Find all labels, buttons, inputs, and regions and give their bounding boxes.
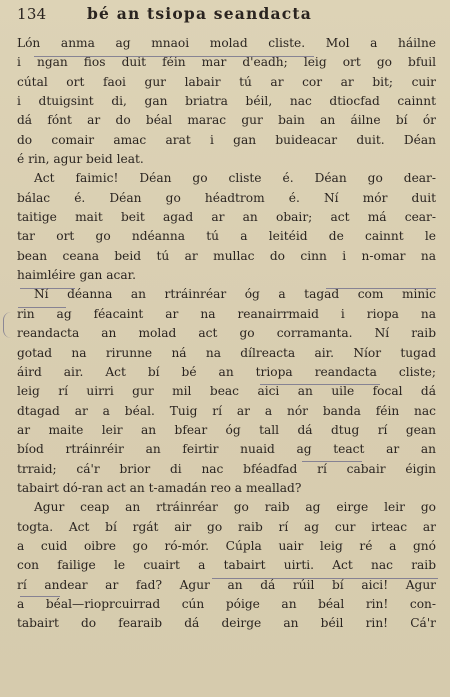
text-line: bálac é. Déan go héadtrom é. Ní mór duit: [17, 190, 436, 205]
text-line: con failige le cuairt a tabairt uirti. Act nac raib: [17, 558, 436, 573]
text-line: rí andear ar fad? Agur an dá rúil bí aici! Agur: [17, 577, 436, 592]
text-line: leig rí uirri gur mil beac aici an uile focal dá: [17, 384, 436, 399]
pencil-underline: [326, 288, 436, 289]
text-line: bean ceana beid tú ar mullac do cinn i n-omar na: [17, 248, 436, 263]
text-line: cútal ort faoi gur labair tú ar cor ar bit; cuir: [17, 74, 436, 89]
text-line: Agur ceap an rtráinréar go raib ag eirge leir go: [34, 500, 436, 515]
text-line: taitige mait beit agad ar an obair; act má cear-: [17, 210, 436, 225]
text-line: áird air. Act bí bé an triopa reandacta cliste;: [17, 364, 436, 379]
pencil-underline: [302, 461, 362, 462]
pencil-underline: [212, 578, 438, 579]
text-line: ar maite leir an bfear óg tall dá dtug rí gean: [17, 422, 436, 437]
text-line: haimléire gan acar.: [17, 268, 136, 283]
text-line: dtagad ar a béal. Tuig rí ar a nór banda féin nac: [17, 403, 436, 418]
text-line: a cuid oibre go ró-mór. Cúpla uair leig ré a gnó: [17, 538, 436, 553]
text-line: tar ort go ndéanna tú a leitéid de cainnt le: [17, 229, 436, 244]
text-line: do comair amac arat i gan buideacar duit. Déan: [17, 132, 436, 147]
text-line: dá fónt ar do béal marac gur bain an áilne bí ór: [17, 113, 436, 128]
running-title: bé an tsiopa seandacta: [87, 4, 313, 23]
text-line: tabairt dó-ran act an t-amadán reo a meallad?: [17, 480, 302, 495]
margin-bracket-mark: [3, 312, 12, 338]
text-line: é rin, agur beid leat.: [17, 152, 144, 167]
page-number: 134: [17, 5, 47, 23]
page-header: [17, 4, 436, 34]
pencil-underline: [34, 56, 314, 57]
text-line: reandacta an molad act go corramanta. Ní raib: [17, 326, 436, 341]
text-line: i dtuigsint di, gan briatra béil, nac dtiocfad cainnt: [17, 94, 436, 109]
text-line: a béal—rioprcuirrad cún póige an béal rin! con-: [17, 596, 436, 611]
text-line: Ní déanna an rtráinréar óg a tagad com minic: [34, 287, 436, 302]
text-line: i ngan fios duit féin mar d'eadh; leig ort go bfuil: [17, 55, 436, 70]
body-text: [17, 34, 436, 634]
text-line: gotad na rirunne ná na dílreacta air. Níor tugad: [17, 345, 436, 360]
pencil-underline: [20, 288, 75, 289]
text-line: tabairt do fearaib dá deirge an béil rin! Cá'r: [17, 616, 436, 631]
text-line: bíod rtráinréir an feirtir nuaid ag teact ar an: [17, 442, 436, 457]
text-line: togta. Act bí rgát air go raib rí ag cur irteac ar: [17, 519, 436, 534]
text-line: rin ag féacaint ar na reanairrmaid i riopa na: [17, 306, 436, 321]
pencil-underline: [18, 307, 66, 308]
text-line: trraid; cá'r brior di nac bféadfad rí cabair éigin: [17, 461, 436, 476]
pencil-underline: [260, 384, 380, 385]
text-line: Act faimic! Déan go cliste é. Déan go dear-: [34, 171, 436, 186]
pencil-underline: [20, 596, 60, 597]
text-line: Lón anma ag mnaoi molad cliste. Mol a háilne: [17, 36, 436, 50]
